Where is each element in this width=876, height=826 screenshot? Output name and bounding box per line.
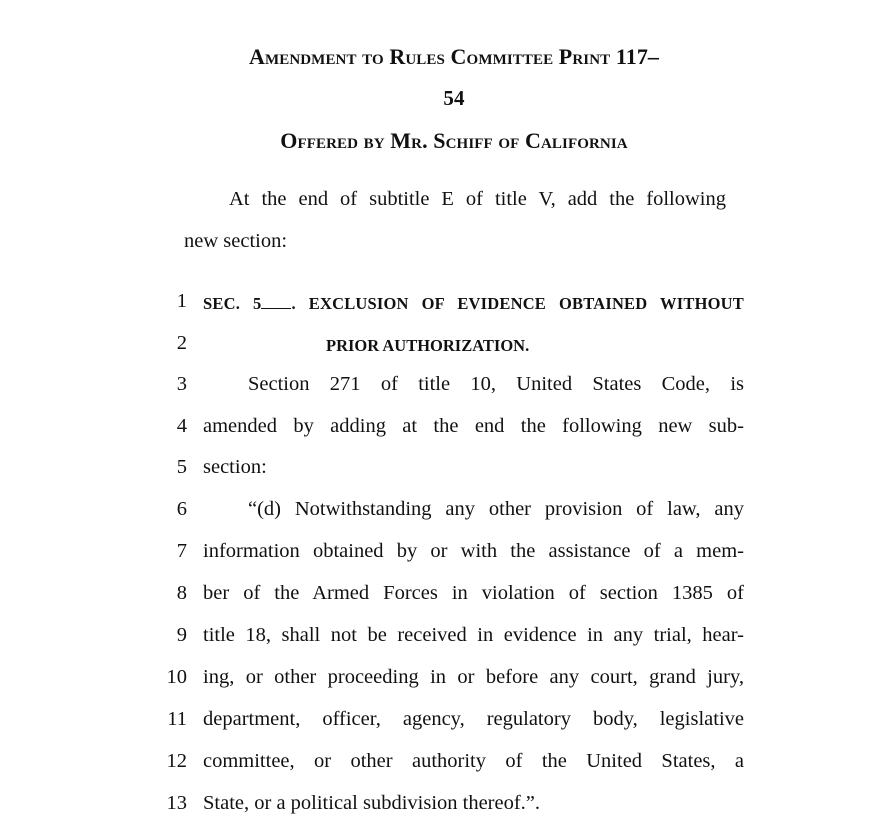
line-number: 4: [176, 415, 187, 437]
bill-line: [0, 582, 876, 612]
bill-line: [0, 456, 876, 486]
bill-line: [0, 498, 876, 528]
section-number: SEC. 5: [203, 294, 262, 313]
line-text: “(d) Notwithstanding any other provision of law, any: [248, 498, 744, 520]
bill-line: [0, 666, 876, 696]
line-text: section:: [203, 456, 267, 478]
line-text: information obtained by or with the assistance of a mem-: [203, 540, 744, 562]
section-title-part-2: PRIOR AUTHORIZATION.: [326, 336, 530, 355]
bill-line: [0, 708, 876, 738]
bill-line: [0, 750, 876, 780]
line-number: 12: [166, 750, 187, 772]
line-number: 2: [176, 332, 187, 354]
line-text: ber of the Armed Forces in violation of section 1385 of: [203, 582, 744, 604]
intro-line-1: At the end of subtitle E of title V, add the following: [229, 188, 726, 210]
line-number: 1: [176, 290, 187, 312]
line-number: 9: [176, 624, 187, 646]
line-number: 8: [176, 582, 187, 604]
intro-line-2: new section:: [184, 230, 288, 252]
line-number: 3: [176, 373, 187, 395]
line-number: 13: [166, 792, 187, 814]
line-text: ing, or other proceeding in or before any court, grand jury,: [203, 666, 744, 688]
line-number: 7: [176, 540, 187, 562]
section-header: [203, 294, 744, 314]
bill-line: [0, 290, 876, 320]
bill-line: [0, 415, 876, 445]
line-number: 5: [176, 456, 187, 478]
line-text: amended by adding at the end the following new sub-: [203, 415, 744, 437]
bill-line: [0, 624, 876, 654]
bill-line: [0, 540, 876, 570]
line-text: title 18, shall not be received in evidence in any trial, hear-: [203, 624, 744, 646]
line-number: 11: [167, 708, 187, 730]
amendment-title: Amendment to Rules Committee Print 117–: [248, 44, 660, 69]
section-number-blank: [261, 294, 291, 309]
line-number: 6: [176, 498, 187, 520]
bill-line: [0, 792, 876, 822]
bill-line: [0, 332, 876, 362]
bill-line: [0, 373, 876, 403]
line-text: State, or a political subdivision thereof.”.: [203, 792, 541, 814]
line-text: committee, or other authority of the United States, a: [203, 750, 744, 772]
line-number: 10: [166, 666, 187, 688]
amendment-title-continued: 54: [443, 86, 465, 110]
line-text: Section 271 of title 10, United States Code, is: [248, 373, 744, 395]
section-title-part-1: . EXCLUSION OF EVIDENCE OBTAINED WITHOUT: [291, 294, 744, 313]
offered-by-line: Offered by Mr. Schiff of California: [280, 128, 628, 153]
line-text: department, officer, agency, regulatory body, legislative: [203, 708, 744, 730]
